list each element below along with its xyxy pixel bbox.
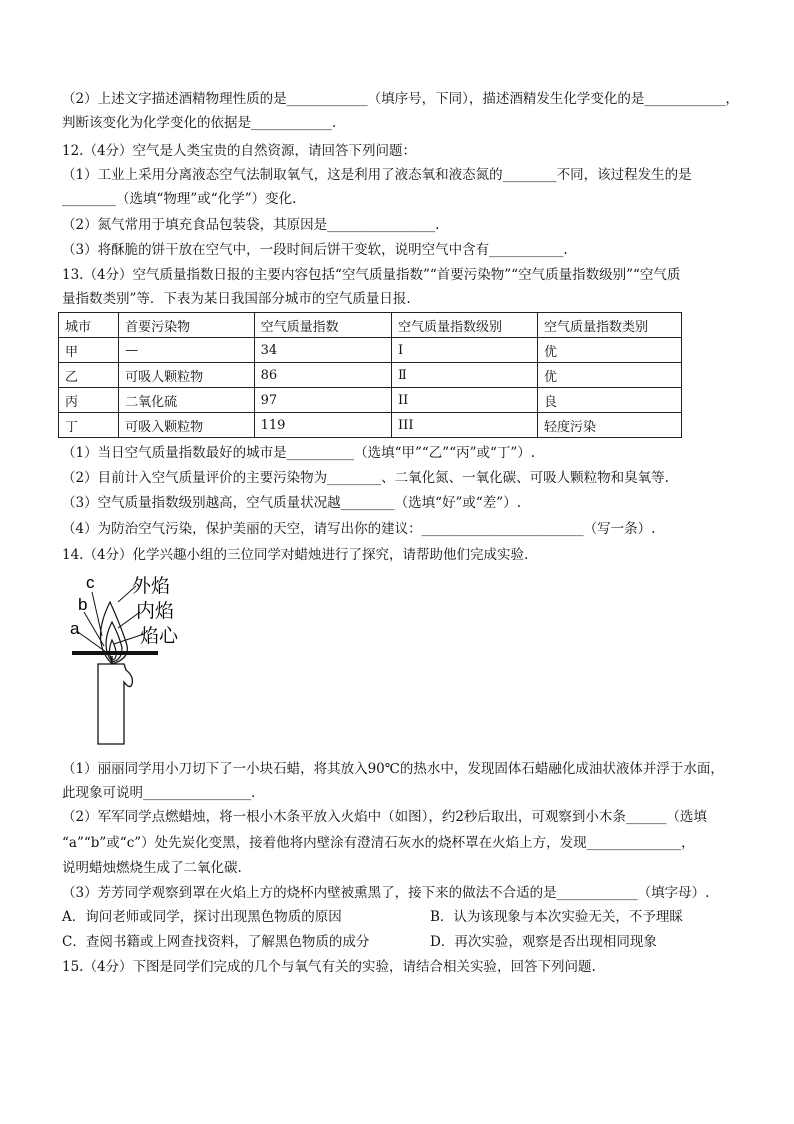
q12-part3: （3）将酥脆的饼干放在空气中，一段时间后饼干变软，说明空气中含有___________. (62, 242, 568, 258)
q12-part2: （2）氮气常用于填充食品包装袋，其原因是________________. (62, 217, 440, 233)
q14-option-c: C．查阅书籍或上网查找资料，了解黑色物质的成分 (62, 934, 370, 950)
table-cell: Ⅱ (392, 363, 538, 388)
q11-part2-line1: （2）上述文字描述酒精物理性质的是____________（填序号，下同），描述酒精发生化学变化的是____________， (62, 91, 739, 107)
label-outer-flame: 外焰 (132, 575, 171, 597)
label-inner-flame: 内焰 (136, 600, 175, 622)
table-row (59, 363, 682, 388)
table-cell: 丁 (59, 413, 119, 438)
label-b: b (78, 595, 88, 614)
q14-option-d: D．再次实验，观察是否出现相同现象 (430, 934, 657, 950)
q14-part2-line3: 说明蜡烛燃烧生成了二氧化碳. (62, 860, 242, 876)
table-header-cell: 首要污染物 (119, 313, 254, 338)
table-row (59, 338, 682, 363)
q13-part2: （2）目前计入空气质量评价的主要污染物为________、二氧化氮、一氧化碳、可吸人颗粒物和臭氧等. (62, 470, 669, 486)
table-header-cell: 城市 (59, 313, 119, 338)
q13-heading-line1: 13.（4分）空气质量指数日报的主要内容包括“空气质量指数”“首要污染物”“空气质量指数级别”“空气质 (62, 267, 681, 283)
q12-part1-line2: ________（选填“物理”或“化学”）变化. (62, 191, 297, 207)
q13-heading-line2: 量指数类别”等．下表为某日我国部分城市的空气质量日报. (62, 291, 411, 307)
candle-body (98, 664, 132, 744)
table-cell: 34 (254, 338, 391, 363)
q14-part2-line1: （2）军军同学点燃蜡烛，将一根小木条平放入火焰中（如图），约2秒后取出，可观察到小木条______（选填 (62, 809, 707, 825)
table-header-cell: 空气质量指数 (254, 313, 391, 338)
table-cell: 二氧化硫 (119, 388, 254, 413)
label-a: a (70, 619, 80, 638)
table-cell: 优 (537, 338, 681, 363)
table-cell: 轻度污染 (537, 413, 681, 438)
table-cell: 97 (254, 388, 391, 413)
q12-heading: 12.（4分）空气是人类宝贵的自然资源，请回答下列问题： (62, 143, 417, 159)
table-cell: II (392, 388, 538, 413)
table-cell: 优 (537, 363, 681, 388)
q14-heading: 14.（4分）化学兴趣小组的三位同学对蜡烛进行了探究，请帮助他们完成实验. (62, 547, 529, 563)
pointer-c (92, 592, 102, 636)
table-cell: 丙 (59, 388, 119, 413)
q14-part3: （3）芳芳同学观察到罩在火焰上方的烧杯内壁被熏黑了，接下来的做法不合适的是____________（填字母）. (62, 885, 710, 901)
q14-part1-line1: （1）丽丽同学用小刀切下了一小块石蜡，将其放入90℃的热水中，发现固体石蜡融化成油状液体并浮于水面， (62, 761, 724, 777)
table-cell: 可吸人颗粒物 (119, 363, 254, 388)
candle-flame-figure (60, 572, 210, 750)
q14-part1-line2: 此现象可说明________________. (62, 785, 256, 801)
q13-part1: （1）当日空气质量指数最好的城市是__________（选填“甲”“乙”“丙”或“丁”）. (62, 445, 536, 461)
q15-heading: 15.（4分）下图是同学们完成的几个与氧气有关的实验，请结合相关实验，回答下列问题. (62, 959, 596, 975)
table-cell: 119 (254, 413, 391, 438)
q11-part2-line2: 判断该变化为化学变化的依据是____________. (62, 115, 337, 131)
wood-stick (72, 651, 158, 655)
table-cell: 可吸入颗粒物 (119, 413, 254, 438)
q14-option-a: A．询问老师或同学，探讨出现黑色物质的原因 (62, 909, 342, 925)
q12-part1-line1: （1）工业上采用分离液态空气法制取氧气，这是利用了液态氧和液态氮的________不同，该过程发生的是 (62, 167, 692, 183)
table-cell: — (119, 338, 254, 363)
table-cell: 甲 (59, 338, 119, 363)
table-row (59, 388, 682, 413)
table-cell: 86 (254, 363, 391, 388)
table-cell: III (392, 413, 538, 438)
flame-core (110, 640, 117, 660)
table-header-row (59, 313, 682, 338)
label-c: c (86, 573, 95, 592)
table-header-cell: 空气质量指数级别 (392, 313, 538, 338)
q14-part2-line2: “a”“b”或“c”）处先炭化变黑，接着他将内壁涂有澄清石灰水的烧杯罩在火焰上方，发现______________， (62, 835, 695, 851)
q14-option-b: B．认为该现象与本次实验无关，不予理睬 (430, 909, 683, 925)
table-cell: 乙 (59, 363, 119, 388)
table-cell: I (392, 338, 538, 363)
table-row (59, 413, 682, 438)
q13-part3: （3）空气质量指数级别越高，空气质量状况越________（选填“好”或“差”）. (62, 495, 521, 511)
table-header-cell: 空气质量指数类别 (537, 313, 681, 338)
q13-part4: （4）为防治空气污染，保护美丽的天空，请写出你的建议：________________________（写一条）. (62, 521, 656, 537)
table-cell: 良 (537, 388, 681, 413)
air-quality-table (58, 312, 682, 438)
label-flame-core: 焰心 (140, 625, 179, 647)
